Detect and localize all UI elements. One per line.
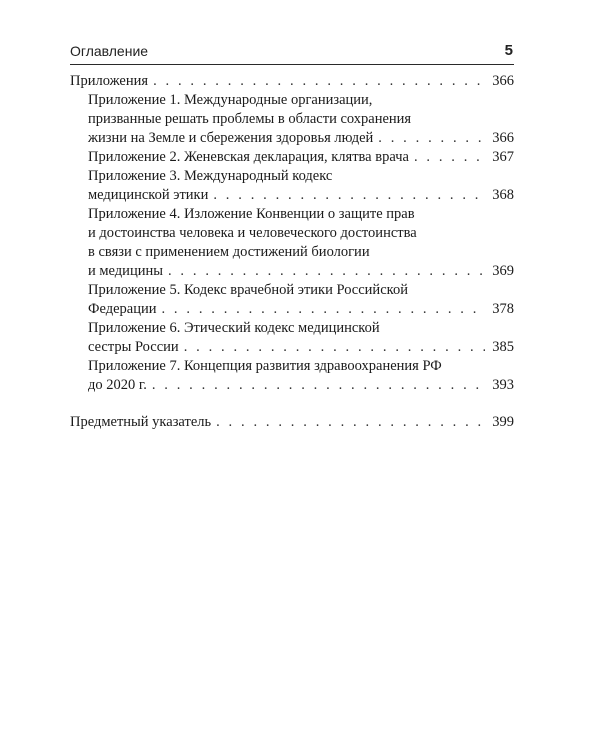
toc-entry-page: 368 xyxy=(492,187,514,203)
toc-entry-page: 367 xyxy=(492,149,514,165)
toc-entry-line: медицинской этики xyxy=(88,187,209,203)
toc-entry-page: 399 xyxy=(492,414,514,430)
toc-entry-line: Приложение 3. Международный кодекс xyxy=(88,168,333,184)
toc-entry-subject-index[interactable] xyxy=(70,413,514,432)
toc-entry-line: жизни на Земле и сбережения здоровья людей xyxy=(88,130,374,146)
toc-entry-appendix-2[interactable] xyxy=(70,148,514,167)
toc-entry-page: 366 xyxy=(492,130,514,146)
running-header xyxy=(70,40,514,65)
toc-entry-appendix-6[interactable] xyxy=(70,319,514,357)
page-number: 5 xyxy=(504,42,513,59)
toc-entry-line: Федерации xyxy=(88,301,157,317)
toc-entry-page: 393 xyxy=(492,377,514,393)
toc-entry-line: сестры России xyxy=(88,339,179,355)
toc-entry-appendix-5[interactable] xyxy=(70,281,514,319)
toc-entry-appendix-3[interactable] xyxy=(70,167,514,205)
toc-entry-appendices[interactable] xyxy=(70,72,514,91)
toc-entry-page: 369 xyxy=(492,263,514,279)
toc-entry-title: Приложения xyxy=(70,73,149,89)
toc-entry-appendix-4[interactable] xyxy=(70,205,514,281)
toc-entry-title: Предметный указатель xyxy=(70,414,212,430)
dot-leader xyxy=(213,186,485,205)
toc-entry-line: и достоинства человека и человеческого достоинства xyxy=(88,225,417,241)
toc-entry-page: 378 xyxy=(492,301,514,317)
toc-entry-line: Приложение 6. Этический кодекс медицинской xyxy=(88,320,380,336)
toc-entry-line: Приложение 4. Изложение Конвенции о защите прав xyxy=(88,206,415,222)
toc-entry-line: Приложение 5. Кодекс врачебной этики Российской xyxy=(88,282,408,298)
dot-leader xyxy=(414,148,485,167)
dot-leader xyxy=(216,413,485,432)
dot-leader xyxy=(161,300,485,319)
toc-entry-page: 366 xyxy=(492,73,514,89)
toc-entry-appendix-1[interactable] xyxy=(70,91,514,148)
dot-leader xyxy=(168,262,485,281)
toc-entry-line: призванные решать проблемы в области сохранения xyxy=(88,111,412,127)
running-header-title: Оглавление xyxy=(70,43,149,59)
toc-entry-line: Приложение 1. Международные организации, xyxy=(88,92,373,108)
toc-entry-line: и медицины xyxy=(88,263,163,279)
table-of-contents xyxy=(70,72,514,432)
toc-entry-page: 385 xyxy=(492,339,514,355)
toc-entry-line: Приложение 7. Концепция развития здравоохранения РФ xyxy=(88,358,442,374)
toc-entry-line: в связи с применением достижений биологии xyxy=(88,244,370,260)
dot-leader xyxy=(152,376,485,395)
dot-leader xyxy=(378,129,485,148)
toc-entry-appendix-7[interactable] xyxy=(70,357,514,395)
dot-leader xyxy=(153,72,485,91)
toc-entry-line: до 2020 г. xyxy=(88,377,147,393)
toc-entry-line: Приложение 2. Женевская декларация, клятва врача xyxy=(88,149,409,165)
dot-leader xyxy=(184,338,485,357)
